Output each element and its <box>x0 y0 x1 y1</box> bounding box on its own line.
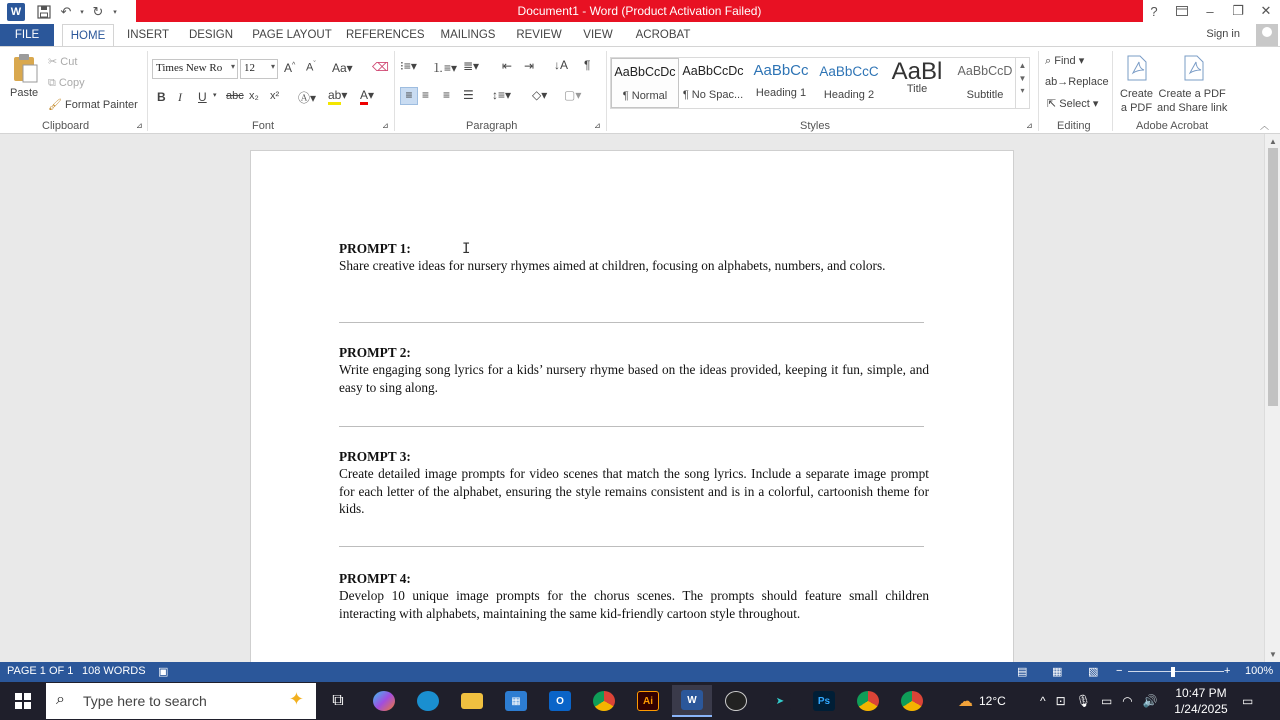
zoom-slider[interactable] <box>1128 671 1224 672</box>
chrome-profile-2-icon[interactable] <box>892 685 932 717</box>
select-icon: ⇱ <box>1047 98 1057 110</box>
illustrator-icon[interactable]: Ai <box>628 685 668 717</box>
prompt-heading: PROMPT 1: <box>339 241 411 256</box>
ribbon-home <box>0 46 1280 134</box>
bold-icon[interactable]: B <box>157 90 166 104</box>
notifications-icon[interactable]: ▭ <box>1242 694 1254 708</box>
copy-icon: ⧉ <box>48 77 56 89</box>
styles-scroll[interactable] <box>1015 58 1029 108</box>
editing-group-label: Editing <box>1057 120 1091 132</box>
divider-line <box>339 426 924 427</box>
clipboard-group-label: Clipboard <box>42 120 90 132</box>
align-left-icon[interactable]: ≡ <box>400 87 418 105</box>
window-controls <box>1140 0 1280 24</box>
acrobat-group-label: Adobe Acrobat <box>1136 120 1209 132</box>
volume-icon[interactable]: 🔊 <box>1142 694 1158 708</box>
ribbon-tabs <box>0 24 1280 46</box>
paste-button[interactable]: Paste <box>10 87 39 99</box>
tab-mailings[interactable]: MAILINGS <box>440 29 496 41</box>
justify-icon[interactable]: ☰ <box>463 88 474 102</box>
customize-qat-icon[interactable]: ▾ <box>113 9 117 16</box>
align-center-icon[interactable]: ≡ <box>422 88 430 102</box>
cut-button[interactable]: ✂ Cut <box>48 56 78 68</box>
undo-dropdown-icon[interactable]: ▾ <box>80 9 84 16</box>
capcut-icon[interactable] <box>716 685 756 717</box>
chevron-up-icon[interactable]: ^ <box>1040 694 1046 708</box>
find-button[interactable]: ⌕ Find ▾ <box>1045 55 1085 67</box>
create-pdf-icon[interactable] <box>1125 55 1149 84</box>
task-view-icon[interactable]: ⧉ <box>332 692 344 709</box>
tab-page-layout[interactable]: PAGE LAYOUT <box>252 29 332 41</box>
prompt-heading: PROMPT 3: <box>339 449 411 464</box>
read-mode-icon[interactable]: ▤ <box>1017 666 1028 678</box>
redo-icon[interactable]: ↻ <box>92 4 104 19</box>
prompt-block-3[interactable] <box>339 448 929 517</box>
edge-icon[interactable] <box>408 685 448 717</box>
underline-dropdown-icon[interactable]: ▾ <box>213 92 217 99</box>
battery-icon[interactable]: ▭ <box>1100 694 1113 708</box>
chevron-down-icon[interactable]: ▼ <box>1018 74 1027 83</box>
styles-more-icon[interactable]: ▾ <box>1020 86 1025 95</box>
prompt-heading: PROMPT 2: <box>339 345 411 360</box>
media-app-icon[interactable]: ➤ <box>760 685 800 717</box>
style-title[interactable]: AaBl Title <box>891 58 943 95</box>
chevron-down-icon: ▾ <box>230 62 235 71</box>
font-launcher-icon[interactable]: ⊿ <box>382 121 389 130</box>
close-button[interactable]: ✕ <box>1260 3 1272 18</box>
cut-icon: ✂ <box>48 56 58 68</box>
zoom-level[interactable]: 100% <box>1245 665 1274 677</box>
font-group-label: Font <box>252 120 275 132</box>
ribbon-display-options-icon[interactable] <box>1168 0 1196 22</box>
separator <box>606 51 607 131</box>
window-title: Document1 - Word (Product Activation Failed) <box>136 0 1143 22</box>
chrome-icon[interactable] <box>584 685 624 717</box>
styles-group-label: Styles <box>800 120 830 132</box>
select-button[interactable]: ⇱ Select ▾ <box>1047 98 1099 110</box>
help-button[interactable]: ? <box>1150 3 1158 19</box>
create-share-pdf-button[interactable]: Create a PDF and Share link <box>1157 88 1228 114</box>
weather-icon: ☁ <box>958 693 973 710</box>
shrink-font-icon[interactable]: $A^ˇ$ <box>306 61 316 74</box>
increase-indent-icon[interactable]: ⇥ <box>524 59 535 73</box>
microphone-icon[interactable]: 🎙 <box>1075 694 1091 708</box>
taskbar <box>0 682 1280 720</box>
chrome-profile-icon[interactable] <box>848 685 888 717</box>
decrease-indent-icon[interactable]: ⇤ <box>502 59 513 73</box>
outlook-icon[interactable]: O <box>540 685 580 717</box>
scrollbar-thumb[interactable] <box>1268 148 1278 406</box>
borders-icon[interactable]: ▢▾ <box>564 88 582 102</box>
prompt-body: Develop 10 unique image prompts for the chorus scenes. The prompts should feature small children interacting with alphabets, maintaining the same kid-friendly cartoon style throughout. <box>339 588 929 621</box>
word-count[interactable]: 108 WORDS <box>82 665 146 677</box>
separator <box>1112 51 1113 131</box>
paragraph-launcher-icon[interactable]: ⊿ <box>594 121 601 130</box>
underline-icon[interactable]: U <box>198 90 207 104</box>
tab-acrobat[interactable]: ACROBAT <box>635 29 691 41</box>
paragraph-group-label: Paragraph <box>466 120 518 132</box>
styles-launcher-icon[interactable]: ⊿ <box>1026 121 1033 130</box>
copy-button[interactable]: ⧉ Copy <box>48 77 85 89</box>
temperature: 12°C <box>979 694 1006 708</box>
create-share-pdf-icon[interactable] <box>1182 55 1206 84</box>
prompt-block-1[interactable] <box>339 240 929 275</box>
font-family-select[interactable]: Times New Ro ▾ <box>152 59 238 79</box>
prompt-block-2[interactable] <box>339 344 929 396</box>
search-input[interactable]: Type here to search <box>83 693 207 709</box>
prompt-body: Create detailed image prompts for video scenes that match the song lyrics. Include a separate image prompt for each letter of the alphabet, ensuring the style remains consistent and is in a colorful, cartoonish theme for kids. <box>339 466 929 516</box>
tab-file[interactable]: FILE <box>0 24 54 46</box>
weather-widget[interactable] <box>958 682 1006 720</box>
style-no-spacing[interactable]: AaBbCcDc ¶ No Spac... <box>682 64 744 101</box>
taskbar-search[interactable] <box>46 683 316 719</box>
highlight-color-icon[interactable]: ab▾ <box>328 88 347 102</box>
undo-icon[interactable]: ↶ <box>60 4 72 19</box>
clock[interactable]: 10:47 PM 1/24/2025 <box>1174 686 1228 716</box>
separator <box>394 51 395 131</box>
tab-references[interactable]: REFERENCES <box>346 29 425 41</box>
style-heading-2[interactable]: AaBbCcC Heading 2 <box>819 64 879 101</box>
prompt-block-4[interactable] <box>339 570 929 622</box>
status-bar <box>0 662 1280 682</box>
numbering-icon[interactable]: ⒈≡▾ <box>432 61 458 75</box>
prompt-body: Share creative ideas for nursery rhymes aimed at children, focusing on alphabets, numbers, and colors. <box>339 258 886 274</box>
scroll-up-icon[interactable]: ▲ <box>1269 137 1277 146</box>
show-formatting-marks-icon[interactable]: ¶ <box>584 58 591 72</box>
photoshop-icon[interactable]: Ps <box>804 685 844 717</box>
style-subtitle[interactable]: AaBbCcD Subtitle <box>957 64 1013 101</box>
zoom-slider-thumb[interactable] <box>1171 667 1175 677</box>
superscript-icon[interactable]: x² <box>270 90 280 102</box>
chevron-down-icon: ▾ <box>270 62 275 71</box>
format-painter-button[interactable]: 🖌 Format Painter <box>48 99 138 111</box>
minimize-button[interactable]: – <box>1206 3 1214 19</box>
word-app-icon[interactable]: W <box>7 3 25 21</box>
bullets-icon[interactable]: ⁝≡▾ <box>400 59 417 73</box>
file-explorer-icon[interactable] <box>452 685 492 717</box>
line-spacing-icon[interactable]: ↕≡▾ <box>492 88 512 102</box>
clear-formatting-icon[interactable]: ⌫ <box>372 60 389 74</box>
copilot-icon[interactable] <box>364 685 404 717</box>
separator <box>147 51 148 131</box>
separator <box>1038 51 1039 131</box>
binoculars-icon: ⌕ <box>1045 55 1052 67</box>
subscript-icon[interactable]: x₂ <box>249 90 259 102</box>
scroll-down-icon[interactable]: ▼ <box>1269 650 1277 659</box>
sign-in-link[interactable]: Sign in <box>1206 28 1240 40</box>
replace-button[interactable]: ab→Replace <box>1045 76 1109 88</box>
zoom-in-button[interactable]: + <box>1224 665 1231 677</box>
quick-access-toolbar <box>0 0 121 24</box>
tray-app-icon[interactable]: ⊡ <box>1055 694 1066 708</box>
tab-design[interactable]: DESIGN <box>188 29 234 41</box>
tab-review[interactable]: REVIEW <box>516 29 562 41</box>
format-painter-icon: 🖌 <box>48 99 62 111</box>
collapse-ribbon-icon[interactable]: ︿ <box>1260 121 1270 131</box>
create-pdf-button[interactable]: Create a PDF <box>1120 88 1154 114</box>
page-count[interactable]: PAGE 1 OF 1 <box>7 665 74 677</box>
paste-icon[interactable] <box>10 53 40 83</box>
restore-button[interactable]: ❐ <box>1232 3 1244 18</box>
chevron-up-icon[interactable]: ▲ <box>1018 61 1027 70</box>
style-normal[interactable]: AaBbCcDc ¶ Normal <box>611 58 679 108</box>
text-cursor-icon: I <box>462 241 471 257</box>
strikethrough-icon[interactable]: abc <box>226 90 244 102</box>
save-icon[interactable] <box>33 2 55 22</box>
zoom-out-button[interactable]: − <box>1116 665 1123 677</box>
multilevel-list-icon[interactable]: ≣▾ <box>463 59 480 73</box>
grow-font-icon[interactable]: A^ <box>284 61 296 75</box>
title-bar <box>0 0 1280 24</box>
tab-view[interactable]: VIEW <box>583 29 613 41</box>
clipboard-launcher-icon[interactable]: ⊿ <box>136 121 143 130</box>
wifi-icon[interactable]: ◠ <box>1122 694 1133 708</box>
divider-line <box>339 322 924 323</box>
account-avatar-icon[interactable] <box>1256 24 1278 46</box>
prompt-body: Write engaging song lyrics for a kids’ nursery rhyme based on the ideas provided, keeping it fun, simple, and easy to sing along. <box>339 362 929 395</box>
replace-icon: ab→ <box>1045 76 1069 88</box>
shading-icon[interactable]: ◇▾ <box>532 88 548 102</box>
print-layout-icon[interactable]: ▦ <box>1052 666 1063 678</box>
web-layout-icon[interactable]: ▧ <box>1088 666 1099 678</box>
tab-home[interactable]: HOME <box>62 24 114 46</box>
style-heading-1[interactable]: AaBbCc Heading 1 <box>753 62 809 99</box>
font-size-select[interactable]: 12 ▾ <box>240 59 278 79</box>
divider-line <box>339 546 924 547</box>
vertical-scrollbar[interactable] <box>1264 134 1280 662</box>
prompt-heading: PROMPT 4: <box>339 571 411 586</box>
search-icon: ⌕ <box>56 691 65 708</box>
windows-icon <box>15 693 31 709</box>
sort-icon[interactable]: ↓A <box>554 58 569 72</box>
align-right-icon[interactable]: ≡ <box>443 88 451 102</box>
proofing-icon[interactable]: ▣ <box>158 666 169 678</box>
tab-insert[interactable]: INSERT <box>127 29 169 41</box>
system-tray <box>1040 682 1158 720</box>
start-button[interactable] <box>0 682 46 720</box>
word-taskbar-icon[interactable]: W <box>672 685 712 717</box>
font-color-icon[interactable]: A▾ <box>360 88 374 102</box>
italic-icon[interactable]: I <box>178 90 182 104</box>
search-highlight-icon: ✦ <box>288 689 304 709</box>
change-case-icon[interactable]: Aa▾ <box>332 61 353 75</box>
store-icon[interactable]: ▦ <box>496 685 536 717</box>
text-effects-icon[interactable]: Ⓐ▾ <box>298 91 317 105</box>
styles-gallery <box>610 57 1030 109</box>
